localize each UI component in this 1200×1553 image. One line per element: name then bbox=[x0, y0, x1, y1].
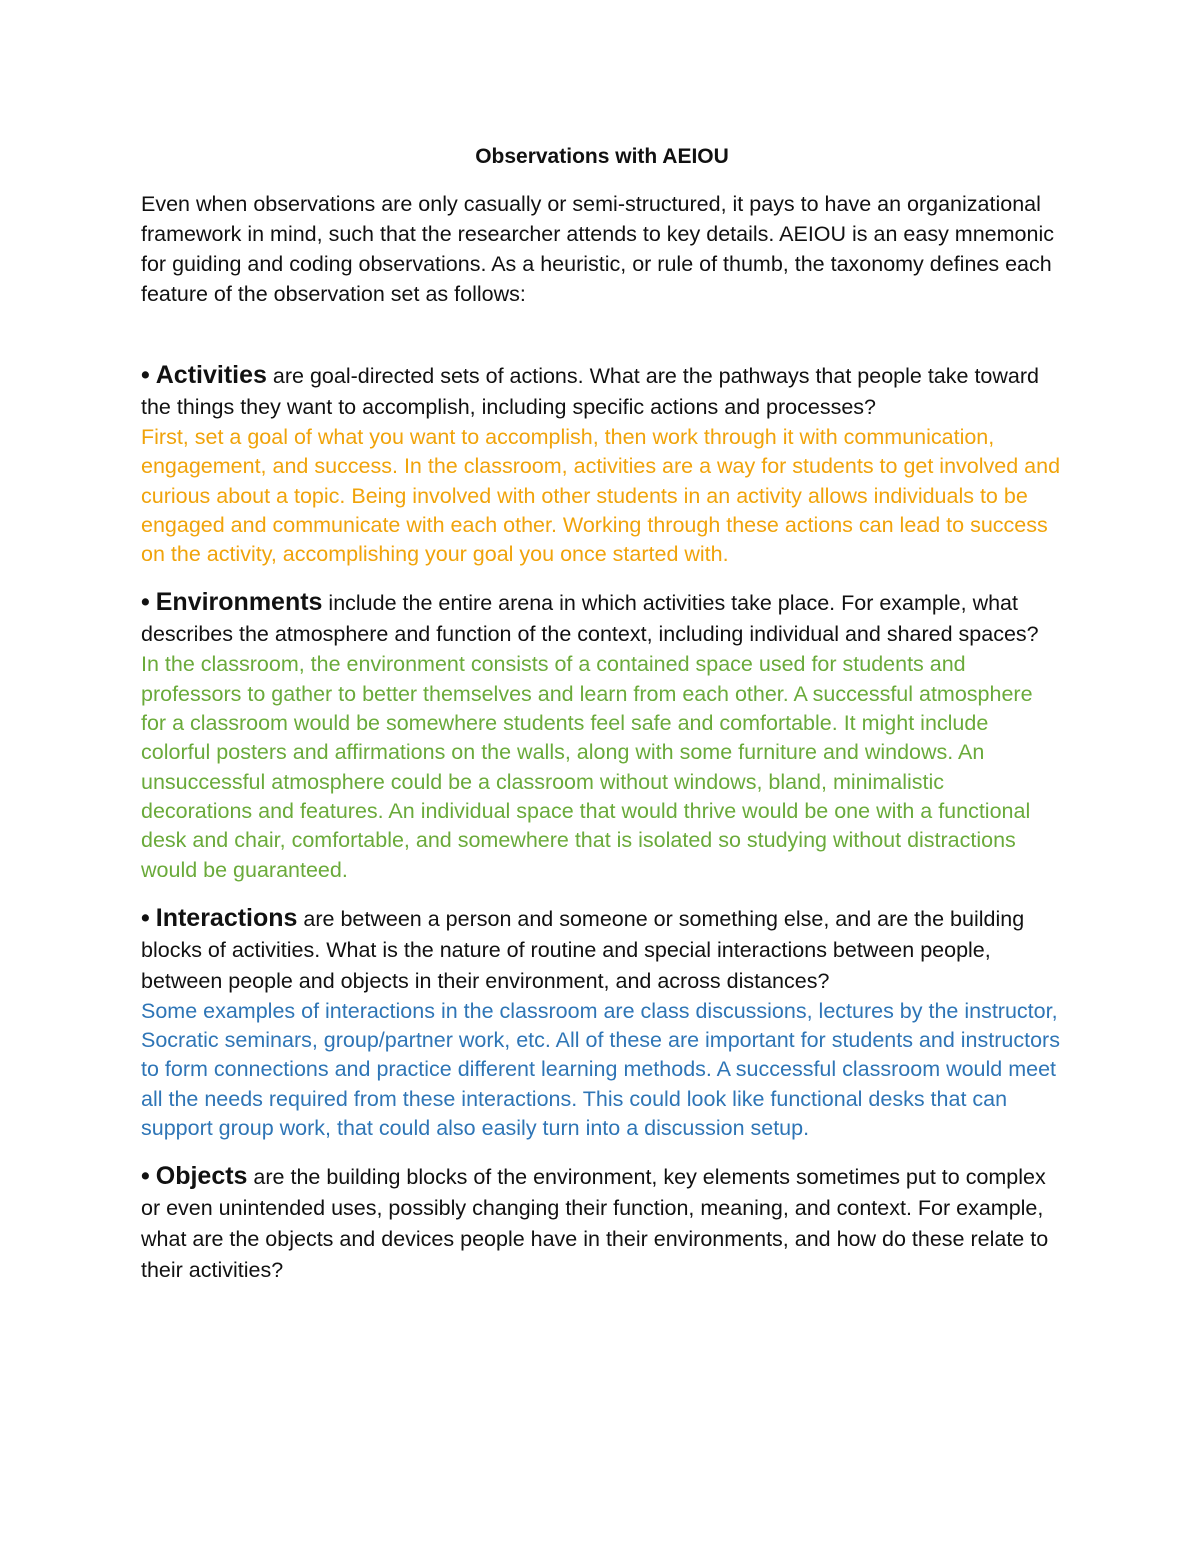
bullet-icon: • bbox=[141, 588, 150, 617]
interactions-definition-text: are between a person and someone or something else, and are the building blocks of activities. What is the nature of routine and special interactions between people, between people and objects in their environment, and across distances? bbox=[141, 906, 1025, 993]
activities-term: Activities bbox=[155, 361, 267, 389]
document-page bbox=[141, 143, 1061, 1304]
document-title: Observations with AEIOU bbox=[475, 145, 729, 168]
bullet-icon: • bbox=[141, 903, 150, 932]
interactions-term: Interactions bbox=[155, 903, 298, 932]
objects-definition bbox=[141, 1161, 1061, 1286]
objects-term: Objects bbox=[155, 1162, 248, 1191]
objects-definition-text: are the building blocks of the environment, key elements sometimes put to complex or even unintended uses, possibly changing their function, meaning, and context. For example, what are the objects and devices people have in their environments, and how do these relate to their activities? bbox=[141, 1165, 1049, 1283]
intro-paragraph: Even when observations are only casually or semi-structured, it pays to have an organizational framework in mind, such that the researcher attends to key details. AEIOU is an easy mnemonic for guiding and coding observations. As a heuristic, or rule of thumb, the taxonomy defines each feature of the observation set as follows: bbox=[141, 192, 1054, 306]
activities-definition bbox=[141, 360, 1061, 423]
bullet-icon: • bbox=[141, 1162, 150, 1191]
bullet-icon: • bbox=[141, 361, 150, 389]
section-environments bbox=[141, 587, 1061, 884]
section-interactions bbox=[141, 903, 1061, 1143]
activities-definition-text: are goal-directed sets of actions. What are the pathways that people take toward the things they want to accomplish, including specific actions and processes? bbox=[141, 364, 1039, 419]
environments-term: Environments bbox=[155, 588, 323, 617]
section-objects bbox=[141, 1161, 1061, 1286]
activities-answer: First, set a goal of what you want to accomplish, then work through it with communication, engagement, and success. In the classroom, activities are a way for students to get involved and curious about a topic. Being involved with other students in an activity allows individuals to be engaged and communicate with each other. Working through these actions can lead to success on the activity, accomplishing your goal you once started with. bbox=[141, 425, 1061, 567]
environments-definition bbox=[141, 587, 1061, 650]
environments-definition-text: include the entire arena in which activities take place. For example, what describes the atmosphere and function of the context, including individual and shared spaces? bbox=[141, 591, 1039, 647]
environments-answer: In the classroom, the environment consists of a contained space used for students and professors to gather to better themselves and learn from each other. A successful atmosphere for a classroom would be somewhere students feel safe and comfortable. It might include colorful posters and affirmations on the walls, along with some furniture and windows. An unsuccessful atmosphere could be a classroom without windows, bland, minimalistic decorations and features. An individual space that would thrive would be one with a functional desk and chair, comfortable, and somewhere that is isolated so studying without distractions would be guaranteed. bbox=[141, 652, 1033, 882]
interactions-answer: Some examples of interactions in the classroom are class discussions, lectures by the instructor, Socratic seminars, group/partner work, etc. All of these are important for students and instructors to form connections and practice different learning methods. A successful classroom would meet all the needs required from these interactions. This could look like functional desks that can support group work, that could also easily turn into a discussion setup. bbox=[141, 998, 1060, 1141]
interactions-definition bbox=[141, 903, 1061, 997]
section-activities bbox=[141, 360, 1061, 569]
